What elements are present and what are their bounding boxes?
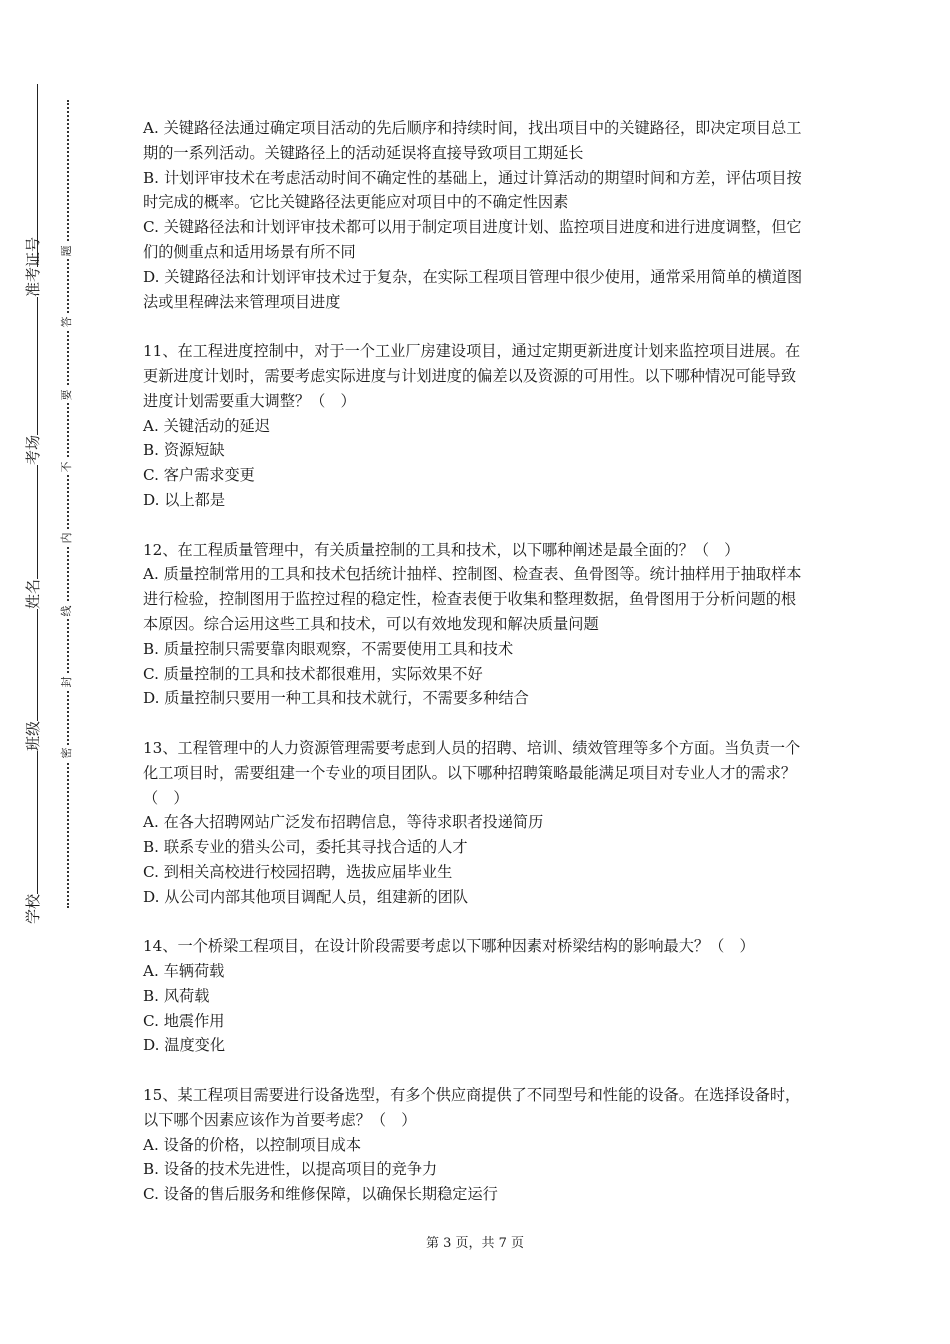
- option-b: B. 质量控制只需要靠肉眼观察，不需要使用工具和技术: [143, 639, 514, 658]
- field-class: 班级: [13, 721, 53, 751]
- option-a: A. 关键活动的延迟: [143, 416, 270, 435]
- option-b: B. 联系专业的猎头公司，委托其寻找合适的人才: [143, 838, 468, 857]
- option-a: A. 在各大招聘网站广泛发布招聘信息，等待求职者投递简历: [143, 813, 544, 832]
- seal-char: 密: [59, 745, 75, 761]
- field-exam-id: 准考证号: [13, 267, 53, 297]
- field-name: 姓名: [13, 579, 53, 609]
- option-a: A. 设备的价格，以控制项目成本: [143, 1135, 362, 1154]
- option-b: B. 计划评审技术在考虑活动时间不确定性的基础上，通过计算活动的期望时间和方差，评估项目按时完成的概率。它比关键路径法更能应对项目中的不确定性因素: [143, 168, 802, 212]
- field-school: 学校: [13, 894, 53, 924]
- seal-char: 题: [59, 243, 75, 259]
- question-11: [143, 339, 811, 513]
- option-c: C. 到相关高校进行校园招聘，选拔应届毕业生: [143, 862, 453, 881]
- question-stem: 12、在工程质量管理中，有关质量控制的工具和技术，以下哪种阐述是最全面的？（ ）: [143, 540, 740, 559]
- question-15: [143, 1083, 811, 1207]
- seal-char: 线: [59, 603, 75, 619]
- option-a: A. 车辆荷载: [143, 962, 225, 981]
- page-number: 第 3 页，共 7 页: [425, 1236, 525, 1251]
- option-d: D. 以上都是: [143, 490, 226, 509]
- question-stem: 13、工程管理中的人力资源管理需要考虑到人员的招聘、培训、绩效管理等多个方面。当负责一个化工项目时，需要组建一个专业的项目团队。以下哪种招聘策略最能满足项目对专业人才的需求？（ ）: [143, 738, 801, 807]
- intro-options: [143, 116, 811, 314]
- option-c: C. 质量控制的工具和技术都很难用，实际效果不好: [143, 664, 483, 683]
- seal-char: 内: [59, 530, 75, 546]
- option-c: C. 设备的售后服务和维修保障，以确保长期稳定运行: [143, 1185, 498, 1204]
- field-exam-room: 考场: [13, 435, 53, 465]
- seal-dotted-line: [67, 100, 69, 908]
- seal-char: 封: [59, 674, 75, 690]
- question-13: [143, 736, 811, 910]
- question-stem: 14、一个桥梁工程项目，在设计阶段需要考虑以下哪种因素对桥梁结构的影响最大？（ ）: [143, 937, 755, 956]
- question-stem: 11、在工程进度控制中，对于一个工业厂房建设项目，通过定期更新进度计划来监控项目进展。在更新进度计划时，需要考虑实际进度与计划进度的偏差以及资源的可用性。以下哪种情况可能导致进度计划需要重大调整？（ ）: [143, 342, 801, 410]
- seal-char: 答: [59, 314, 75, 330]
- seal-char: 要: [59, 387, 75, 403]
- option-d: D. 温度变化: [143, 1036, 226, 1055]
- option-c: C. 地震作用: [143, 1011, 225, 1030]
- option-c: C. 关键路径法和计划评审技术都可以用于制定项目进度计划、监控项目进度和进行进度调整，但它们的侧重点和适用场景有所不同: [143, 218, 802, 261]
- option-a: A. 质量控制常用的工具和技术包括统计抽样、控制图、检查表、鱼骨图等。统计抽样用于抽取样本进行检验，控制图用于监控过程的稳定性，检查表便于收集和整理数据，鱼骨图用于分析问题的根本原因。综合运用这些工具和技术，可以有效地发现和解决质量问题: [143, 565, 802, 633]
- question-12: [143, 538, 811, 712]
- question-14: [143, 934, 811, 1058]
- binding-margin-line: [37, 84, 38, 924]
- option-b: B. 风荷载: [143, 986, 210, 1005]
- question-stem: 15、某工程项目需要进行设备选型，有多个供应商提供了不同型号和性能的设备。在选择设备时，以下哪个因素应该作为首要考虑？（ ）: [143, 1086, 801, 1129]
- option-d: D. 从公司内部其他项目调配人员，组建新的团队: [143, 887, 469, 906]
- option-b: B. 资源短缺: [143, 441, 225, 460]
- option-a: A. 关键路径法通过确定项目活动的先后顺序和持续时间，找出项目中的关键路径，即决定项目总工期的一系列活动。关键路径上的活动延误将直接导致项目工期延长: [143, 119, 802, 162]
- seal-char: 不: [59, 459, 75, 475]
- option-d: D. 质量控制只要用一种工具和技术就行，不需要多种结合: [143, 689, 529, 708]
- option-d: D. 关键路径法和计划评审技术过于复杂，在实际工程项目管理中很少使用，通常采用简单的横道图法或里程碑法来管理项目进度: [143, 267, 803, 311]
- option-c: C. 客户需求变更: [143, 466, 255, 485]
- question-content: [143, 116, 811, 1207]
- option-b: B. 设备的技术先进性，以提高项目的竞争力: [143, 1160, 438, 1179]
